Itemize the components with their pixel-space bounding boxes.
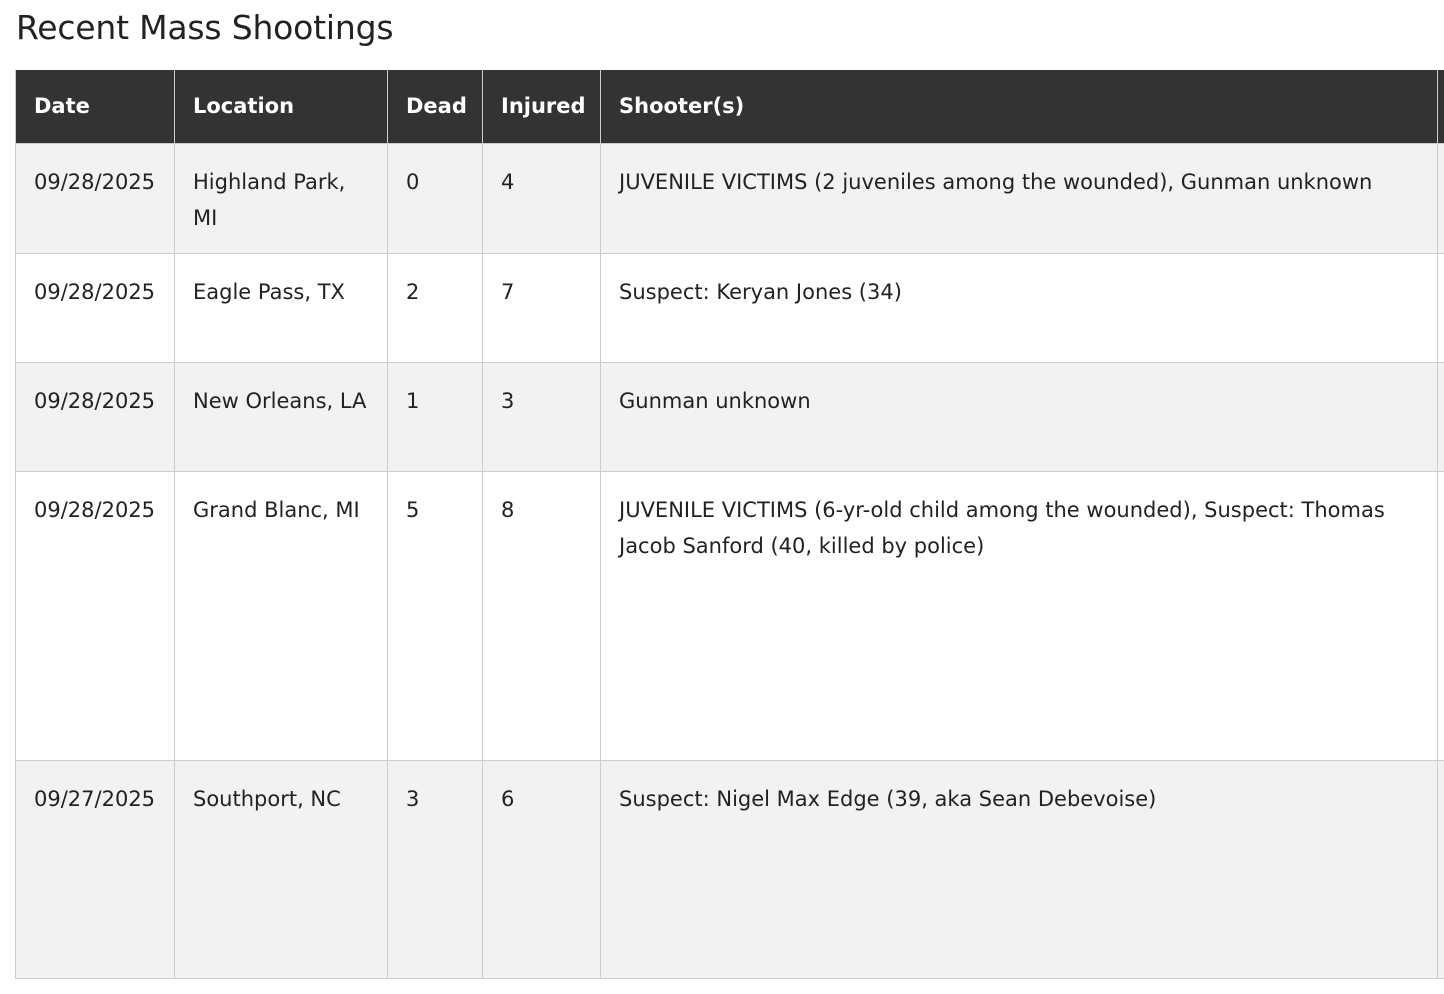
header-dead: Dead	[388, 70, 483, 143]
header-date: Date	[16, 70, 175, 143]
cell-dead: 5	[388, 471, 483, 760]
cell-dead: 2	[388, 253, 483, 362]
cell-extra	[1438, 143, 1444, 253]
cell-injured: 4	[483, 143, 601, 253]
shootings-table-container[interactable]	[15, 70, 1444, 979]
table-body	[16, 143, 1444, 978]
table-row	[16, 362, 1444, 471]
cell-injured: 7	[483, 253, 601, 362]
cell-injured: 6	[483, 760, 601, 978]
cell-date: 09/28/2025	[16, 143, 175, 253]
cell-date: 09/28/2025	[16, 471, 175, 760]
header-location: Location	[175, 70, 388, 143]
cell-injured: 8	[483, 471, 601, 760]
cell-injured: 3	[483, 362, 601, 471]
cell-extra	[1438, 760, 1444, 978]
cell-dead: 0	[388, 143, 483, 253]
table-row	[16, 471, 1444, 760]
table-row	[16, 253, 1444, 362]
cell-shooters: Gunman unknown	[601, 362, 1438, 471]
cell-shooters: Suspect: Keryan Jones (34)	[601, 253, 1438, 362]
header-row	[16, 70, 1444, 143]
cell-dead: 1	[388, 362, 483, 471]
cell-extra	[1438, 471, 1444, 760]
cell-extra	[1438, 253, 1444, 362]
cell-location: Grand Blanc, MI	[175, 471, 388, 760]
header-injured: Injured	[483, 70, 601, 143]
cell-date: 09/27/2025	[16, 760, 175, 978]
shootings-table	[15, 70, 1444, 979]
page-title: Recent Mass Shootings	[16, 8, 394, 47]
cell-shooters: Suspect: Nigel Max Edge (39, aka Sean Debevoise)	[601, 760, 1438, 978]
cell-location: Highland Park, MI	[175, 143, 388, 253]
header-extra-column	[1438, 70, 1444, 143]
cell-location: Eagle Pass, TX	[175, 253, 388, 362]
cell-date: 09/28/2025	[16, 362, 175, 471]
table-header	[16, 70, 1444, 143]
cell-dead: 3	[388, 760, 483, 978]
cell-date: 09/28/2025	[16, 253, 175, 362]
cell-shooters: JUVENILE VICTIMS (6-yr-old child among the wounded), Suspect: Thomas Jacob Sanford (40, killed by police)	[601, 471, 1438, 760]
cell-location: New Orleans, LA	[175, 362, 388, 471]
table-row	[16, 143, 1444, 253]
cell-extra	[1438, 362, 1444, 471]
header-shooters: Shooter(s)	[601, 70, 1438, 143]
cell-location: Southport, NC	[175, 760, 388, 978]
table-row	[16, 760, 1444, 978]
cell-shooters: JUVENILE VICTIMS (2 juveniles among the wounded), Gunman unknown	[601, 143, 1438, 253]
